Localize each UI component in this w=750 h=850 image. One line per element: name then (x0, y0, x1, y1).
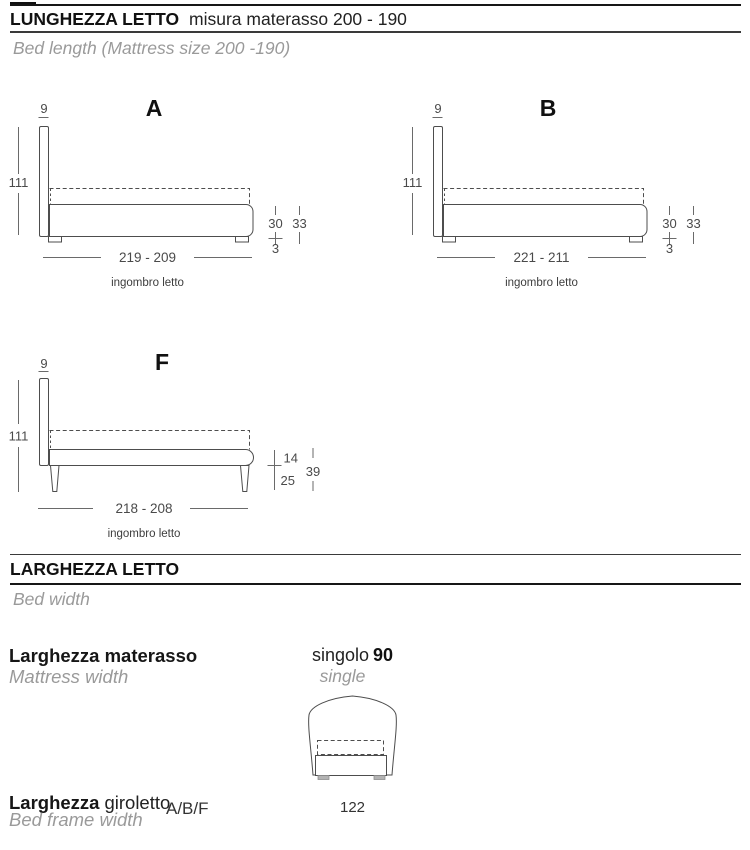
bed-frame (50, 205, 254, 237)
diagram-a-label: A (145, 95, 163, 121)
section-width-title: LARGHEZZA LETTO (10, 559, 180, 579)
diagram-a-headboard-thickness: 9 (40, 101, 48, 116)
frame-width-value: 122 (339, 799, 366, 816)
section-length-underline (10, 31, 741, 33)
bed-front-view (298, 688, 408, 784)
diagram-b-frame-height: 30 (662, 216, 677, 231)
section-length-header (10, 9, 407, 30)
diagram-a-caption: ingombro letto (111, 277, 184, 289)
section-length-subtitle: Bed length (Mattress size 200 -190) (13, 38, 291, 58)
frame-width-label-bold: Larghezza (9, 792, 100, 813)
frame-width-label-rest: giroletto (104, 792, 171, 813)
diagram-b-total-height: 111 (402, 175, 423, 190)
diagram-f-headboard-thickness: 9 (40, 356, 48, 371)
diagram-a-overall-length: 219 - 209 (118, 250, 177, 265)
bed-foot-right (374, 776, 385, 780)
diagram-f-side-height: 39 (305, 464, 321, 479)
diagram-a-side-height: 33 (292, 216, 307, 231)
diagram-a-total-height: 111 (8, 175, 29, 190)
headboard (434, 127, 443, 237)
diagram-f-total-height: 111 (8, 428, 29, 444)
diagram-a-foot-height: 3 (271, 241, 280, 256)
bed-foot-right (236, 237, 249, 243)
bed-foot-left (443, 237, 456, 243)
mattress-width-label-en: Mattress width (9, 666, 129, 687)
diagram-f-frame-height: 14 (283, 450, 298, 466)
diagram-b (394, 95, 724, 305)
mattress-dashed-outline (50, 189, 250, 205)
diagram-b-headboard-thickness: 9 (434, 101, 442, 116)
headboard (40, 127, 49, 237)
diagram-f-leg-height: 25 (280, 473, 295, 488)
bed-frame (444, 205, 648, 237)
diagram-b-foot-height: 3 (665, 241, 674, 256)
mattress-width-label-it: Larghezza materasso (9, 645, 198, 666)
bed-leg-left (51, 466, 60, 492)
frame-width-variants: A/B/F (166, 799, 209, 818)
diagram-f-label: F (154, 349, 170, 375)
diagram-f-caption: ingombro letto (107, 528, 181, 540)
mattress-size-en: single (319, 666, 366, 686)
diagram-b-caption: ingombro letto (505, 277, 578, 289)
section-width-subtitle: Bed width (13, 589, 90, 609)
diagram-a (0, 95, 330, 305)
mattress-dashed-outline (444, 189, 644, 205)
mattress-dashed-outline (50, 431, 250, 450)
section-width-underline (10, 583, 741, 585)
bed-frame-front (316, 756, 387, 776)
section-width-topline (10, 554, 741, 555)
diagram-b-side-height: 33 (686, 216, 701, 231)
mattress-size (280, 645, 425, 666)
mattress-size-value: 90 (373, 645, 394, 665)
bed-foot-right (630, 237, 643, 243)
top-rule (10, 4, 741, 6)
section-length-note: misura materasso 200 - 190 (189, 9, 407, 29)
bed-frame (50, 450, 254, 466)
headboard (40, 379, 49, 466)
diagram-a-frame-height: 30 (268, 216, 283, 231)
diagram-b-overall-length: 221 - 211 (513, 250, 570, 265)
diagram-f-overall-length: 218 - 208 (115, 501, 173, 516)
section-length-title: LUNGHEZZA LETTO (10, 9, 180, 29)
diagram-b-label: B (539, 95, 557, 121)
bed-leg-right (241, 466, 250, 492)
bed-foot-left (318, 776, 329, 780)
mattress-size-prefix: singolo (311, 645, 369, 665)
frame-width-label-en: Bed frame width (9, 809, 143, 830)
diagram-f (0, 340, 330, 555)
bed-foot-left (49, 237, 62, 243)
